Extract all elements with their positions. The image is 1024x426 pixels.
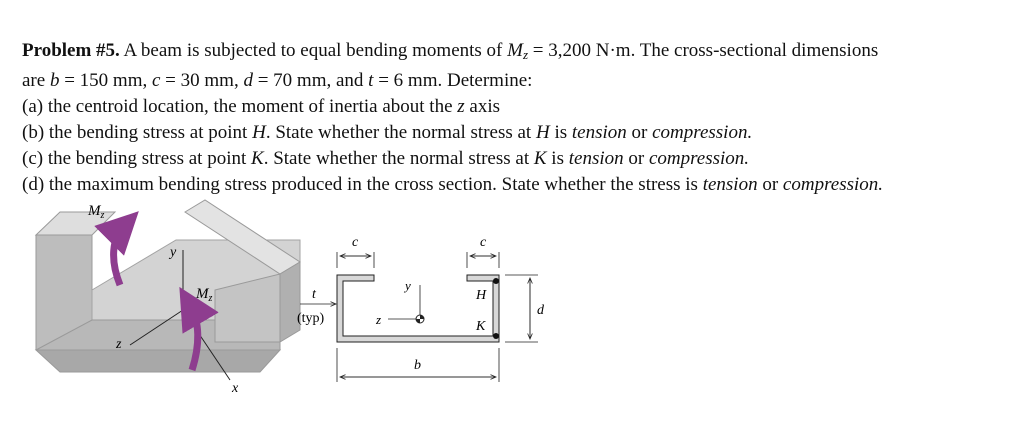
beam-bottom-front [36, 350, 280, 372]
dim-c-left-label: c [352, 235, 359, 250]
cross-section [297, 235, 545, 382]
axis-x-label-3d: x [232, 381, 239, 396]
part-c: (c) the bending stress at point K. State whether the normal stress at K is tension or compression. [22, 148, 750, 169]
moment-label-top: $M_z$ [88, 203, 105, 221]
problem-line-1: Problem #5. A beam is subjected to equal bending moments of Mz = 3,200 N·m. The cross-sectional dimensions [22, 40, 879, 62]
problem-line-2: are b = 150 mm, c = 30 mm, d = 70 mm, and t = 6 mm. Determine: [22, 70, 533, 91]
axis-y-label-3d: y [170, 245, 177, 260]
beam-right-flange-side [280, 262, 300, 342]
figure [0, 195, 1024, 426]
part-b: (b) the bending stress at point H. State whether the normal stress at H is tension or compression. [22, 122, 753, 143]
part-a: (a) the centroid location, the moment of inertia about the z axis [22, 96, 501, 117]
part-d: (d) the maximum bending stress produced in the cross section. State whether the stress is tension or compression. [22, 174, 884, 195]
axis-y-section-label: y [405, 278, 411, 293]
axis-z-label-3d: z [116, 337, 122, 352]
point-k-label: K [476, 319, 486, 334]
dim-c-right-label: c [480, 235, 487, 250]
dim-d-label: d [537, 303, 544, 318]
point-k-marker [493, 333, 499, 339]
dim-typ-label: (typ) [297, 311, 325, 326]
beam-3d [36, 200, 300, 396]
dim-t-label: t [312, 287, 316, 302]
dim-b-label: b [414, 358, 421, 373]
problem-statement [22, 38, 1012, 198]
axis-z-section-label: z [376, 312, 382, 327]
point-h-label: H [476, 288, 487, 303]
moment-label-bottom: $M_z$ [196, 286, 213, 304]
problem-heading: Problem #5. [22, 40, 120, 61]
channel-outline [337, 275, 499, 342]
point-h-marker [493, 278, 499, 284]
